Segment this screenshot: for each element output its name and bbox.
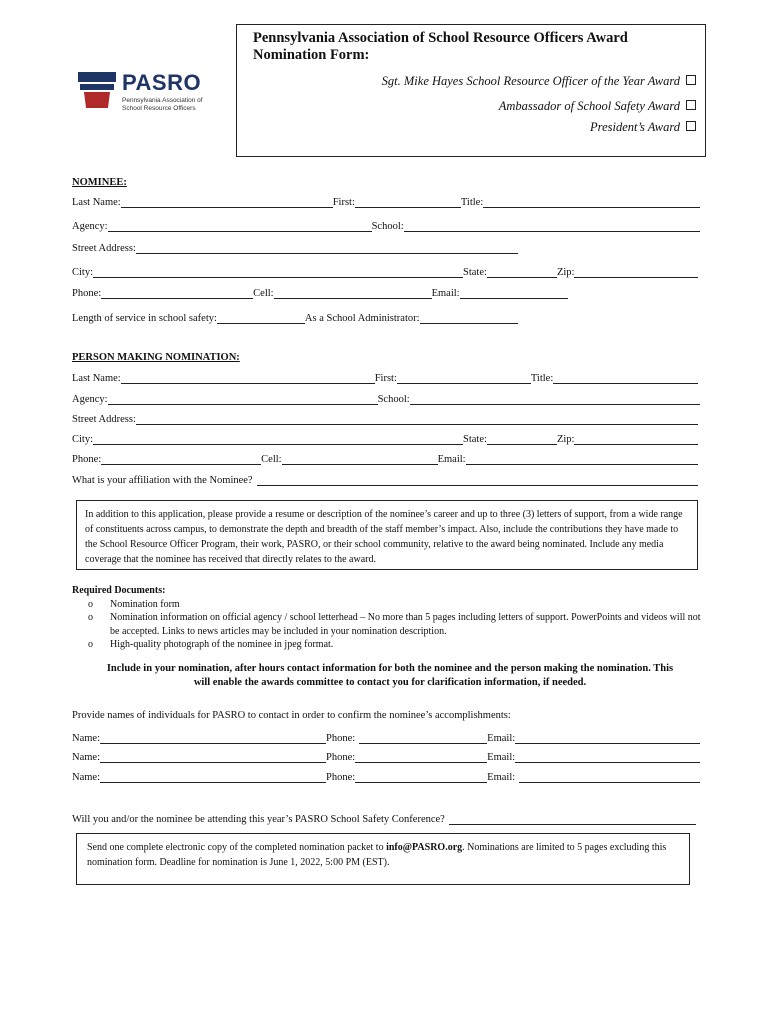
nominee-length-row <box>72 310 518 324</box>
phone-field[interactable] <box>101 454 261 465</box>
school-label: School: <box>377 394 410 405</box>
nominee-section-title: NOMINEE: <box>72 177 127 188</box>
length-service-field[interactable] <box>217 313 305 324</box>
conference-row <box>72 811 696 825</box>
nominator-street-row <box>72 411 698 425</box>
checkbox-icon[interactable] <box>686 75 696 85</box>
agency-field[interactable] <box>108 221 372 232</box>
first-name-field[interactable] <box>397 373 531 384</box>
agency-label: Agency: <box>72 221 108 232</box>
contact-row <box>72 730 700 744</box>
cell-field[interactable] <box>282 454 438 465</box>
email-field[interactable] <box>466 454 698 465</box>
name-field[interactable] <box>100 772 326 783</box>
nominator-phone-row <box>72 451 698 465</box>
length-service-label: Length of service in school safety: <box>72 313 217 324</box>
email-label: Email: <box>487 733 516 744</box>
last-name-field[interactable] <box>121 373 375 384</box>
contact-row <box>72 749 700 763</box>
cell-field[interactable] <box>274 288 432 299</box>
city-field[interactable] <box>93 267 463 278</box>
name-field[interactable] <box>100 733 326 744</box>
contact-note <box>72 662 708 690</box>
first-name-field[interactable] <box>355 197 461 208</box>
nominator-affiliation-row <box>72 472 698 486</box>
affiliation-field[interactable] <box>257 475 698 486</box>
phone-field[interactable] <box>355 752 487 763</box>
bullet-icon: o <box>88 639 93 650</box>
title-field[interactable] <box>483 197 700 208</box>
phone-field[interactable] <box>101 288 253 299</box>
title-label: Title: <box>460 197 484 208</box>
zip-field[interactable] <box>574 434 698 445</box>
zip-label: Zip: <box>556 267 575 278</box>
as-admin-field[interactable] <box>420 313 518 324</box>
as-admin-label: As a School Administrator: <box>304 313 420 324</box>
school-field[interactable] <box>404 221 700 232</box>
last-name-field[interactable] <box>121 197 333 208</box>
award-option-srо[interactable] <box>382 74 696 89</box>
conference-answer-field[interactable] <box>449 814 696 825</box>
city-label: City: <box>72 434 94 445</box>
city-label: City: <box>72 267 94 278</box>
submission-email[interactable]: info@PASRO.org <box>386 842 463 853</box>
contact-row <box>72 769 700 783</box>
street-field[interactable] <box>136 414 698 425</box>
nominee-agency-row <box>72 218 700 232</box>
school-label: School: <box>371 221 404 232</box>
list-item <box>72 598 712 612</box>
nominee-name-row <box>72 194 700 208</box>
nominee-phone-row <box>72 285 568 299</box>
instructions-text: In addition to this application, please provide a resume or description of the nominee’s career and up to three (3) letters of support, from a wide range of constituents across campus, to demonstrate the depth and breadth of the staff member’s impact. Also, include the contributions they have made to the School Resource Officer Program, their work, PASRO, or their school community, relative to the award being nominated. Include any media coverage that the nominee has received that directly relates to the award. <box>85 509 683 565</box>
city-field[interactable] <box>93 434 463 445</box>
form-title-line2: Nomination Form: <box>253 47 370 63</box>
agency-label: Agency: <box>72 394 108 405</box>
list-item-text: Nomination information on official agency / school letterhead – No more than 5 pages including letters of support. PowerPoints and videos will not be accepted. Links to news articles may be included in your nomination description. <box>110 612 701 637</box>
checkbox-icon[interactable] <box>686 100 696 110</box>
required-documents-title: Required Documents: <box>72 585 166 596</box>
title-field[interactable] <box>553 373 698 384</box>
last-name-label: Last Name: <box>72 197 121 208</box>
name-field[interactable] <box>100 752 326 763</box>
state-label: State: <box>463 434 487 445</box>
nominator-name-row <box>72 370 698 384</box>
email-label: Email: <box>437 454 466 465</box>
nominator-city-row <box>72 431 698 445</box>
nominee-city-row <box>72 264 698 278</box>
list-item-text: High-quality photograph of the nominee in jpeg format. <box>110 639 334 650</box>
street-field[interactable] <box>136 243 518 254</box>
state-field[interactable] <box>487 434 557 445</box>
bullet-icon: o <box>88 612 93 623</box>
email-field[interactable] <box>515 733 700 744</box>
nominator-agency-row <box>72 391 700 405</box>
list-item <box>72 638 712 652</box>
form-title-line1: Pennsylvania Association of School Resource Officers Award <box>253 30 628 46</box>
email-label: Email: <box>431 288 460 299</box>
cell-label: Cell: <box>261 454 282 465</box>
email-field[interactable] <box>515 752 700 763</box>
logo-subtitle <box>122 97 203 113</box>
state-field[interactable] <box>487 267 557 278</box>
required-documents-list <box>72 598 712 652</box>
phone-label: Phone: <box>326 733 356 744</box>
name-label: Name: <box>72 752 100 763</box>
first-name-label: First: <box>332 197 355 208</box>
nominator-section-title: PERSON MAKING NOMINATION: <box>72 352 240 363</box>
phone-label: Phone: <box>72 288 102 299</box>
bullet-icon: o <box>88 598 93 610</box>
conference-question: Will you and/or the nominee be attending this year’s PASRO School Safety Conference? <box>72 814 445 825</box>
checkbox-icon[interactable] <box>686 121 696 131</box>
affiliation-label: What is your affiliation with the Nominee? <box>72 475 253 486</box>
email-label: Email: <box>487 772 516 783</box>
contacts-intro: Provide names of individuals for PASRO to contact in order to confirm the nominee’s accomplishments: <box>72 710 511 721</box>
phone-label: Phone: <box>326 772 356 783</box>
submission-text-pre: Send one complete electronic copy of the completed nomination packet to <box>87 842 387 853</box>
title-label: Title: <box>530 373 554 384</box>
state-label: State: <box>463 267 487 278</box>
street-label: Street Address: <box>72 414 136 425</box>
award-option-president[interactable] <box>590 120 696 135</box>
phone-label: Phone: <box>326 752 356 763</box>
form-title <box>253 30 693 64</box>
award-label: Ambassador of School Safety Award <box>498 99 680 113</box>
phone-label: Phone: <box>72 454 102 465</box>
phone-field[interactable] <box>355 772 487 783</box>
last-name-label: Last Name: <box>72 373 121 384</box>
submission-box <box>76 833 690 885</box>
email-label: Email: <box>487 752 516 763</box>
pasro-logo <box>76 70 216 120</box>
phone-field[interactable] <box>359 733 487 744</box>
award-label: Sgt. Mike Hayes School Resource Officer of the Year Award <box>381 74 680 88</box>
list-item-text: Nomination form <box>110 598 180 610</box>
required-documents <box>72 584 712 652</box>
email-field[interactable] <box>460 288 568 299</box>
list-item <box>72 611 712 638</box>
contact-note-line1: Include in your nomination, after hours contact information for both the nominee and the person making the nomination. This <box>106 663 674 674</box>
name-label: Name: <box>72 772 100 783</box>
email-field[interactable] <box>519 772 700 783</box>
zip-label: Zip: <box>556 434 575 445</box>
award-option-ambassador[interactable] <box>499 99 696 114</box>
agency-field[interactable] <box>108 394 378 405</box>
logo-brand: PASRO <box>122 70 202 95</box>
submission-text-post: . Nominations are limited to 5 pages excluding this nomination form. Deadline for nomination is June 1, 2022, 5:00 PM (EST). <box>87 842 667 868</box>
street-label: Street Address: <box>72 243 136 254</box>
logo-subtitle-line1: Pennsylvania Association of <box>122 97 203 104</box>
zip-field[interactable] <box>574 267 698 278</box>
cell-label: Cell: <box>253 288 274 299</box>
award-label: President’s Award <box>590 120 680 134</box>
instructions-box <box>76 500 698 570</box>
school-field[interactable] <box>410 394 700 405</box>
contact-note-line2: will enable the awards committee to contact you for clarification information, if needed. <box>193 677 587 688</box>
nominee-street-row <box>72 240 518 254</box>
name-label: Name: <box>72 733 100 744</box>
first-name-label: First: <box>374 373 397 384</box>
logo-subtitle-line2: School Resource Officers <box>122 105 196 112</box>
